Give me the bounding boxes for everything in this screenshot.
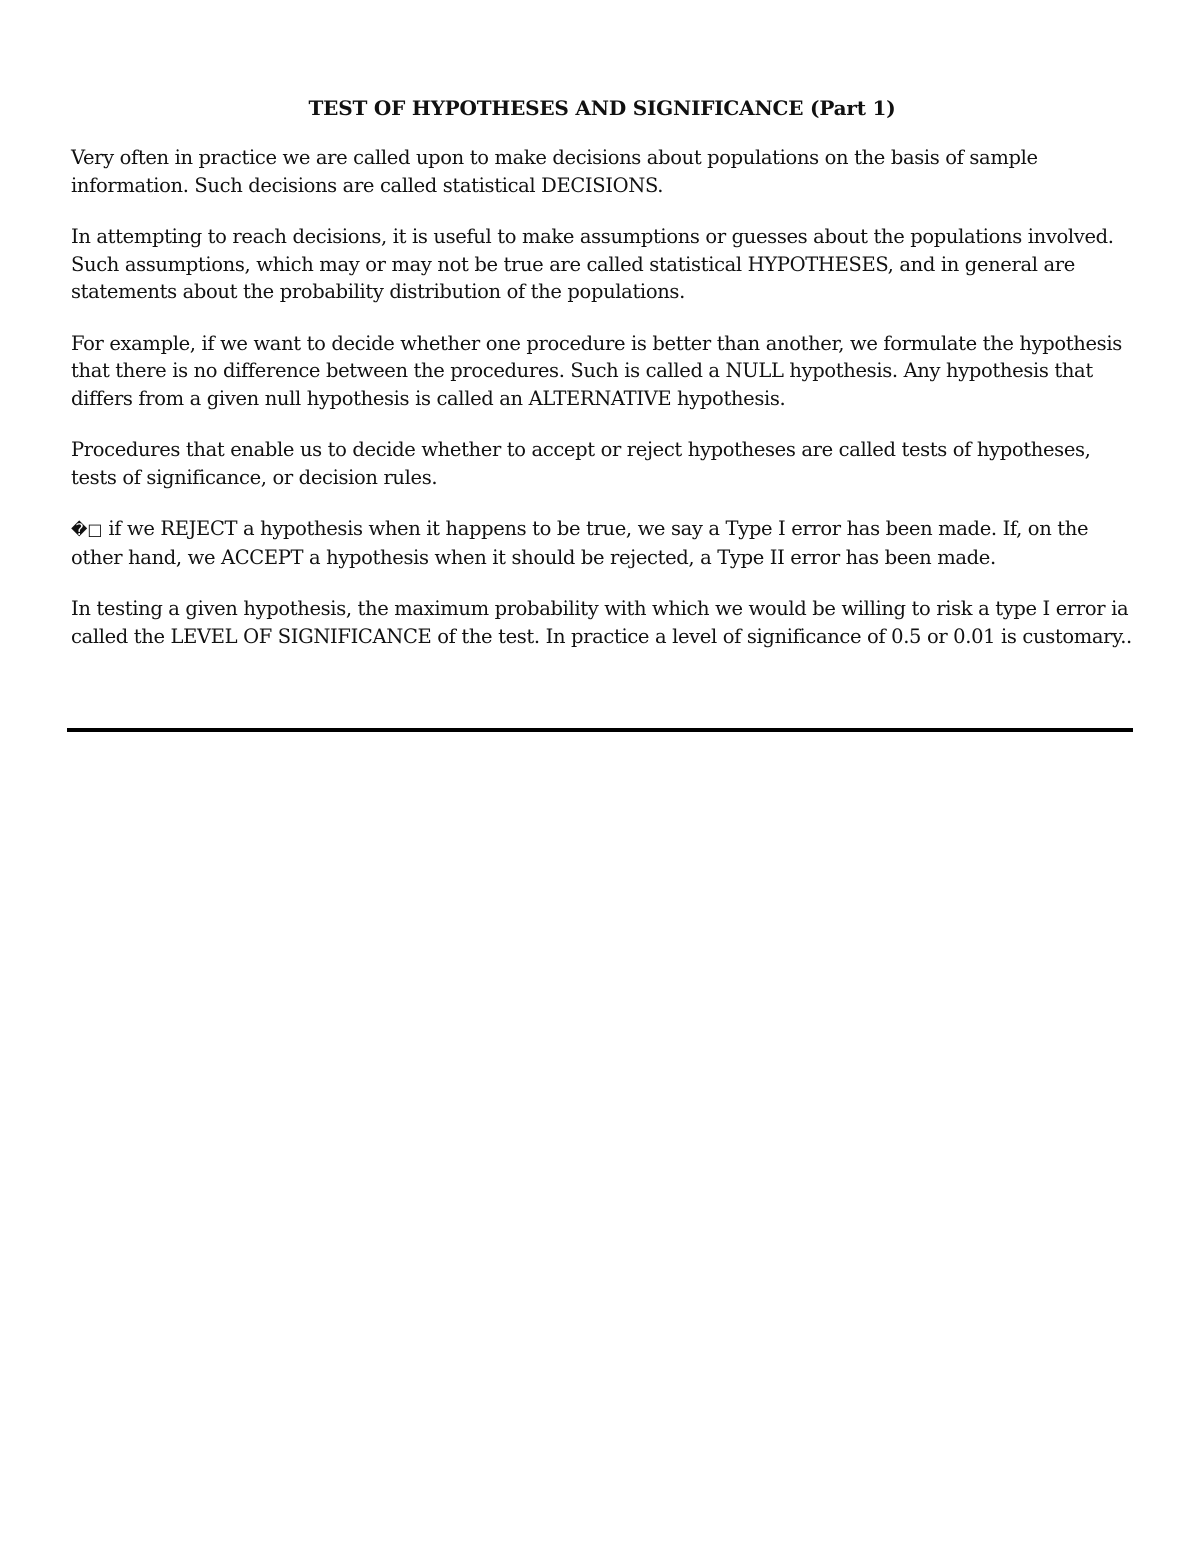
paragraph-null-hypothesis: For example, if we want to decide whether one procedure is better than another, we formulate the hypothesis that there is no difference between the procedures. Such is called a NULL hypothesis. Any hypothesis that differs from a given null hypothesis is called an ALTERNATIVE hypothesis. [71, 331, 1122, 410]
document-body [71, 94, 1133, 674]
document-title: TEST OF HYPOTHESES AND SIGNIFICANCE (Part 1) [308, 96, 896, 120]
horizontal-rule [67, 728, 1133, 732]
paragraph-decisions: Very often in practice we are called upon to make decisions about populations on the basis of sample information. Such decisions are called statistical DECISIONS. [71, 146, 1038, 197]
paragraph-significance: In testing a given hypothesis, the maximum probability with which we would be willing to risk a type I error ia called the LEVEL OF SIGNIFICANCE of the test. In practice a level of significance of 0.5 or 0.01 is customary.. [71, 597, 1132, 648]
paragraph-hypotheses: In attempting to reach decisions, it is useful to make assumptions or guesses about the populations involved. Such assumptions, which may or may not be true are called statistical HYPOTHESES, and in general are statements about the probability distribution of the populations. [71, 225, 1114, 303]
paragraph-type-errors-text: if we REJECT a hypothesis when it happens to be true, we say a Type I error has been made. If, on the other hand, we ACCEPT a hypothesis when it should be rejected, a Type II error has been made. [71, 517, 1089, 569]
missing-glyph-icon: �□ [71, 520, 103, 539]
paragraph-type-errors [71, 515, 1133, 571]
paragraph-tests: Procedures that enable us to decide whether to accept or reject hypotheses are called tests of hypotheses, tests of significance, or decision rules. [71, 438, 1091, 489]
